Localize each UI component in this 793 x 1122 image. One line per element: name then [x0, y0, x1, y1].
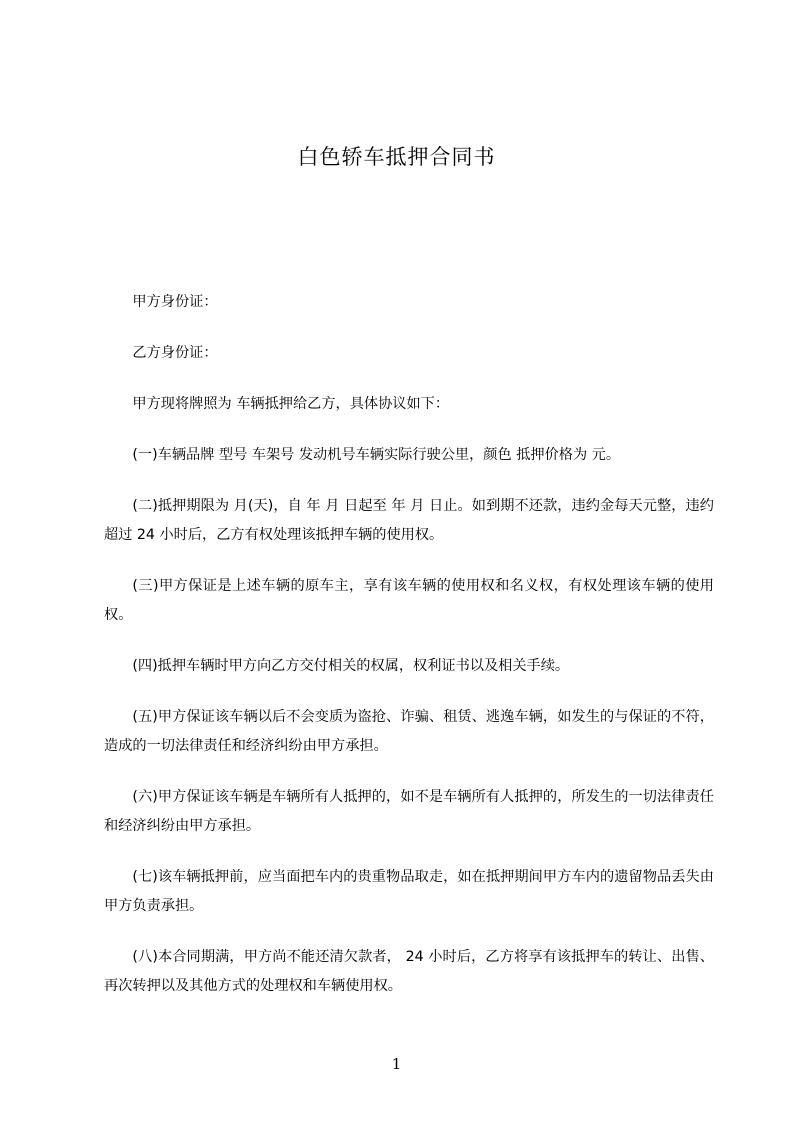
page-number: 1	[391, 1055, 402, 1073]
paragraph-clause-5: (五)甲方保证该车辆以后不会变质为盗抢、诈骗、租赁、逃逸车辆，如发生的与保证的不符，造成的一切法律责任和经济纠纷由甲方承担。	[104, 709, 714, 754]
paragraph-clause-4: (四)抵押车辆时甲方向乙方交付相关的权属，权利证书以及相关手续。	[132, 658, 570, 674]
paragraph-party-b-id: 乙方身份证：	[132, 345, 218, 361]
document-title: 白色轿车抵押合同书	[297, 145, 496, 169]
paragraph-clause-1: (一)车辆品牌 型号 车架号 发动机号车辆实际行驶公里，颜色 抵押价格为 元。	[132, 447, 621, 463]
paragraph-clause-3: (三)甲方保证是上述车辆的原车主，享有该车辆的使用权和名义权，有权处理该车辆的使用权。	[104, 578, 714, 623]
paragraph-party-a-id: 甲方身份证：	[132, 294, 218, 310]
paragraph-clause-6: (六)甲方保证该车辆是车辆所有人抵押的，如不是车辆所有人抵押的，所发生的一切法律责任和经济纠纷由甲方承担。	[104, 789, 714, 834]
document-body	[104, 288, 714, 1023]
paragraph-intro: 甲方现将牌照为 车辆抵押给乙方，具体协议如下：	[132, 396, 450, 412]
paragraph-clause-2: (二)抵押期限为 月(天)，自 年 月 日起至 年 月 日止。如到期不还款，违约金每天元整，违约超过 24 小时后，乙方有权处理该抵押车辆的使用权。	[104, 498, 714, 543]
paragraph-clause-8: (八)本合同期满，甲方尚不能还清欠款者， 24 小时后，乙方将享有该抵押车的转让、出售、再次转押以及其他方式的处理权和车辆使用权。	[104, 949, 714, 994]
paragraph-clause-7: (七)该车辆抵押前，应当面把车内的贵重物品取走，如在抵押期间甲方车内的遗留物品丢失由甲方负责承担。	[104, 869, 714, 914]
